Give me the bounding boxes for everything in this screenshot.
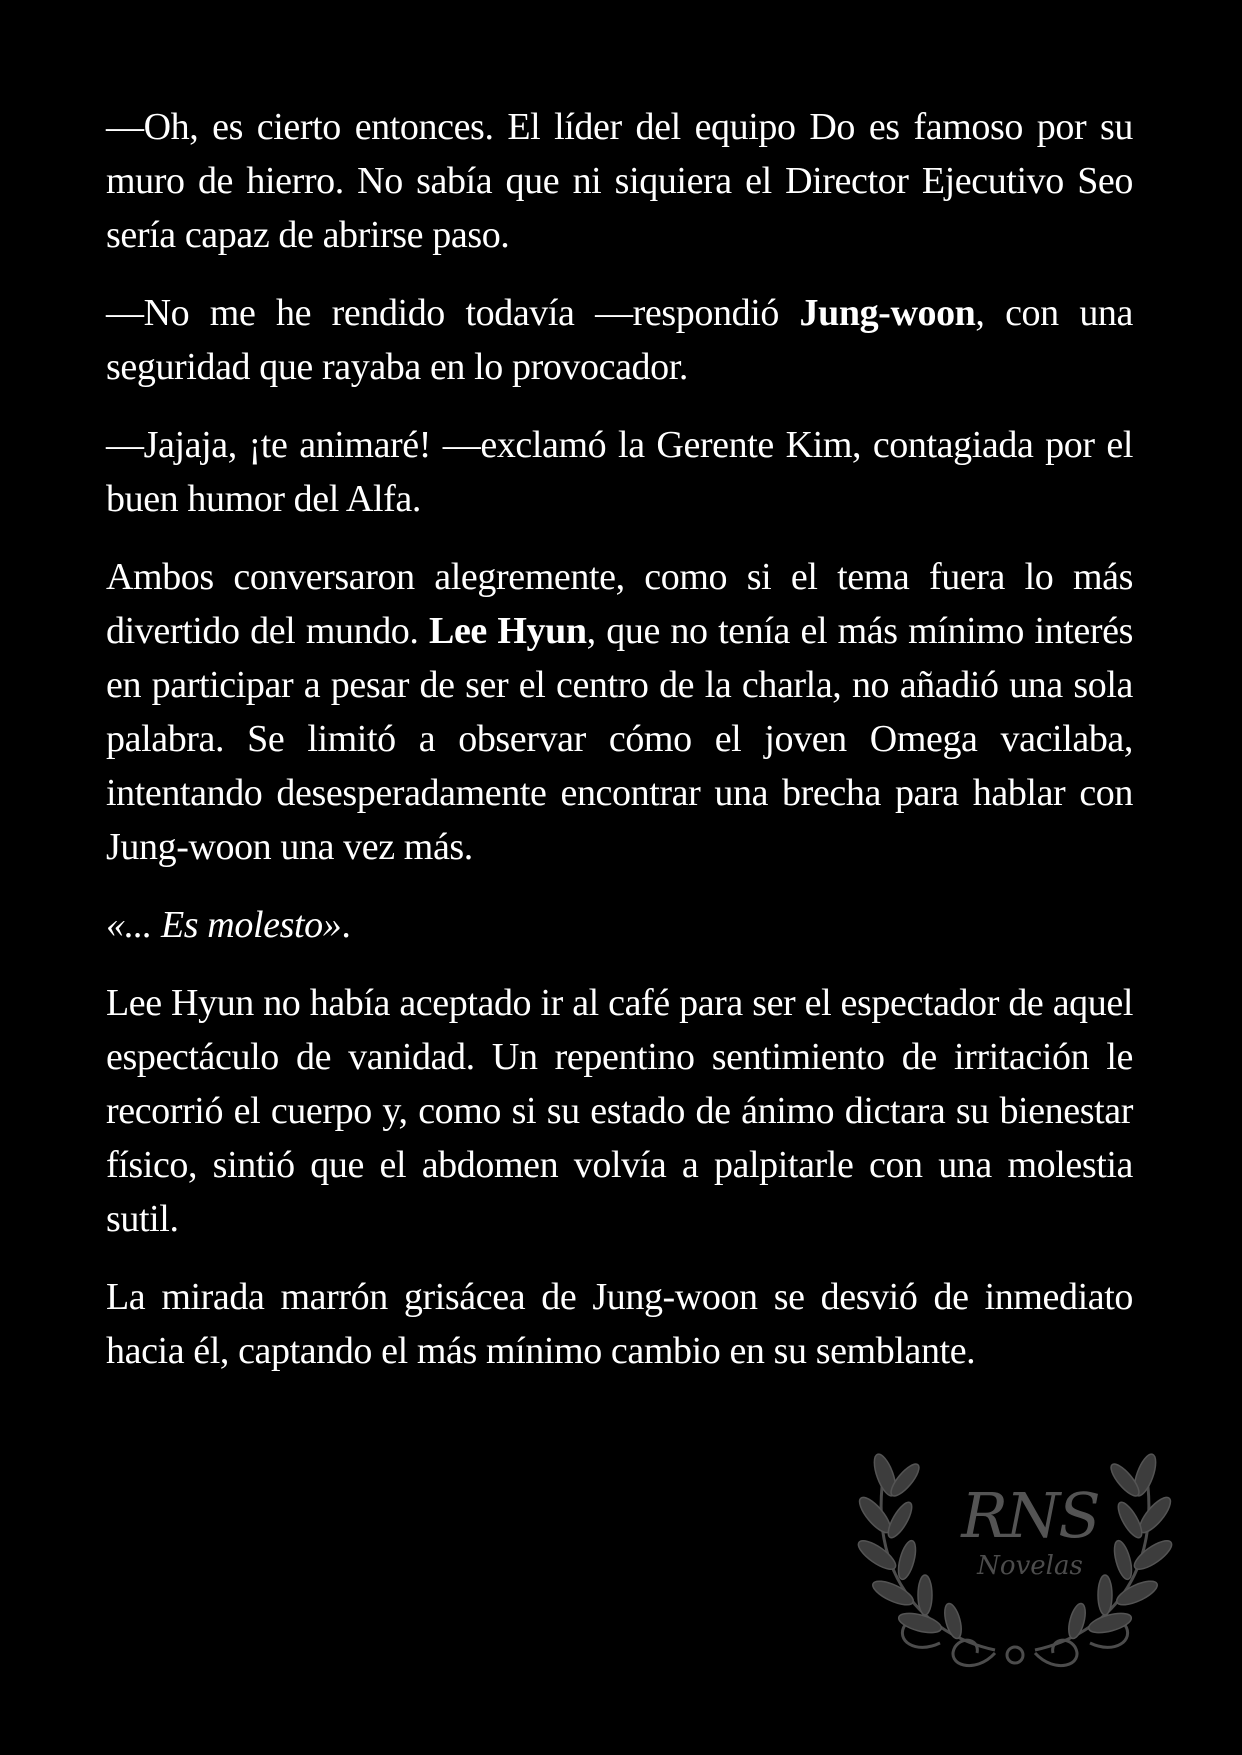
paragraph xyxy=(106,286,1133,394)
italic-text-run: «... Es molesto» xyxy=(106,904,342,946)
text-run: , que no tenía el más mínimo interés en participar a pesar de ser el centro de la charla, no añadió una sola palabra. Se limitó a observar cómo el joven Omega vacilaba, intentando desesperadamente encontrar una brecha para hablar con Jung-woon una vez más. xyxy=(106,610,1133,868)
paragraph xyxy=(106,1270,1133,1378)
paragraph xyxy=(106,418,1133,526)
watermark-subtitle: Novelas xyxy=(977,1551,1083,1581)
paragraph xyxy=(106,898,1133,952)
text-run: —Jajaja, ¡te animaré! —exclamó la Gerente Kim, contagiada por el buen humor del Alfa. xyxy=(106,424,1133,520)
text-run: —Oh, es cierto entonces. El líder del equipo Do es famoso por su muro de hierro. No sabía que ni siquiera el Director Ejecutivo Seo sería capaz de abrirse paso. xyxy=(106,106,1133,256)
text-run: Lee Hyun no había aceptado ir al café para ser el espectador de aquel espectáculo de vanidad. Un repentino sentimiento de irritación le recorrió el cuerpo y, como si su estado de ánimo dictara su bienestar físico, sintió que el abdomen volvía a palpitarle con una molestia sutil. xyxy=(106,982,1133,1240)
text-run: Ambos conversaron alegremente, como si el tema fuera lo más divertido del mundo. xyxy=(106,556,1133,652)
watermark-title: RNS xyxy=(961,1479,1099,1552)
document-page xyxy=(106,100,1133,1402)
paragraph xyxy=(106,100,1133,262)
bold-text-run: Lee Hyun xyxy=(429,610,587,652)
bold-text-run: Jung-woon xyxy=(799,292,976,334)
text-run: —No me he rendido todavía —respondió xyxy=(106,292,800,334)
text-run: , con una seguridad que rayaba en lo provocador. xyxy=(106,292,1133,388)
paragraph xyxy=(106,976,1133,1246)
text-run: . xyxy=(341,904,351,946)
text-run: La mirada marrón grisácea de Jung-woon se desvió de inmediato hacia él, captando el más mínimo cambio en su semblante. xyxy=(106,1276,1133,1372)
paragraph xyxy=(106,550,1133,874)
watermark-logo xyxy=(845,1425,1185,1690)
